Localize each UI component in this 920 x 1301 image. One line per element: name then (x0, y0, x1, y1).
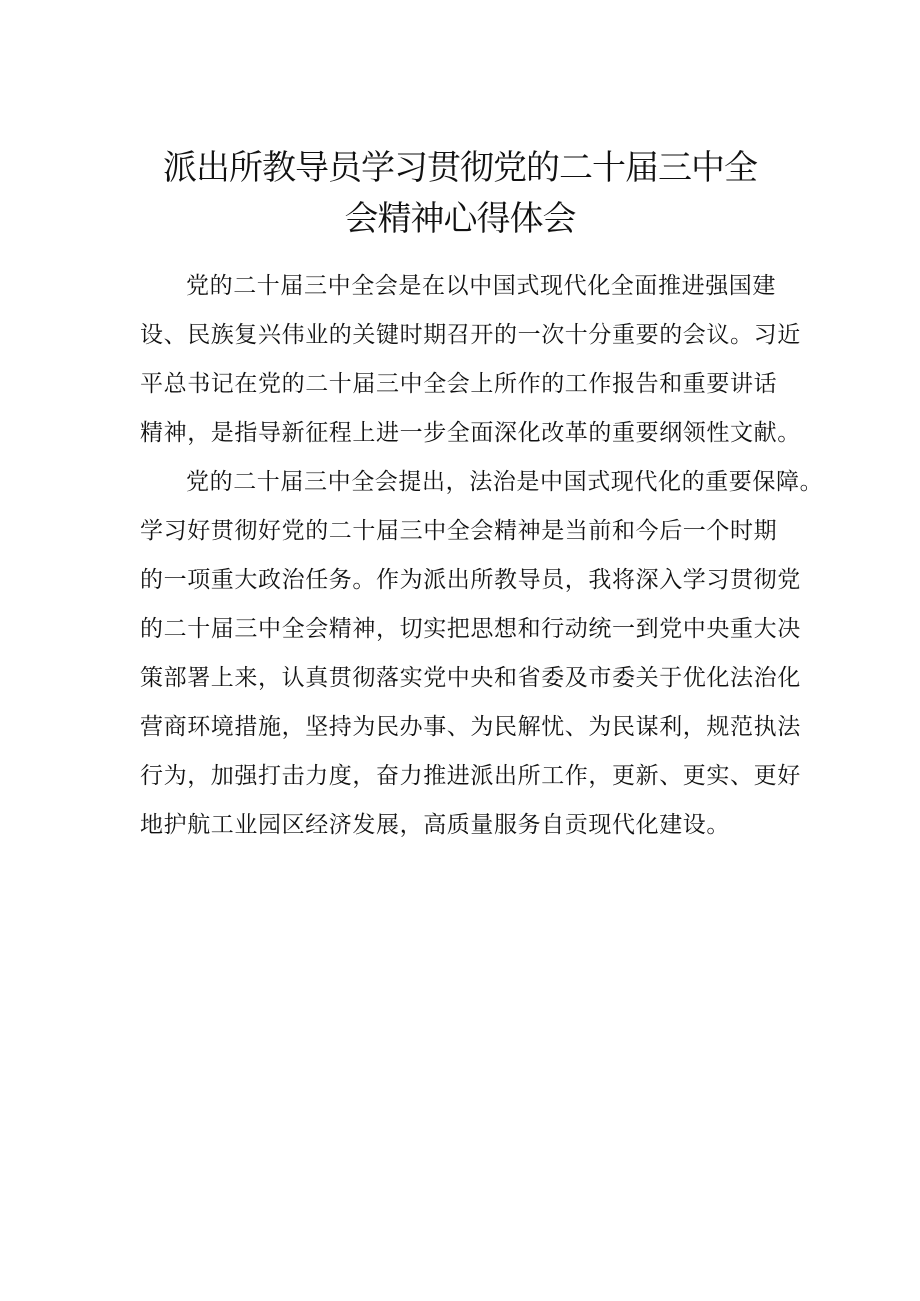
paragraph-2-line-6: 营商环境措施，坚持为民办事、为民解忧、为民谋利，规范执法 (140, 714, 801, 740)
paragraph-1-line-3: 平总书记在党的二十届三中全会上所作的工作报告和重要讲话 (140, 371, 778, 397)
paragraph-2-line-3: 的一项重大政治任务。作为派出所教导员，我将深入学习贯彻党 (140, 567, 801, 593)
document-title-line-1: 派出所教导员学习贯彻党的二十届三中全 (163, 148, 757, 188)
paragraph-2-line-5: 策部署上来，认真贯彻落实党中央和省委及市委关于优化法治化 (140, 665, 801, 691)
paragraph-2-line-1: 党的二十届三中全会提出，法治是中国式现代化的重要保障。 (186, 469, 824, 495)
paragraph-1-line-4: 精神，是指导新征程上进一步全面深化改革的重要纲领性文献。 (140, 420, 801, 446)
paragraph-1-line-2: 设、民族复兴伟业的关键时期召开的一次十分重要的会议。习近 (140, 322, 801, 348)
paragraph-2-line-2: 学习好贯彻好党的二十届三中全会精神是当前和今后一个时期 (140, 518, 778, 544)
paragraph-1-line-1: 党的二十届三中全会是在以中国式现代化全面推进强国建 (186, 273, 776, 299)
paragraph-2-line-7: 行为，加强打击力度，奋力推进派出所工作，更新、更实、更好 (140, 763, 801, 789)
paragraph-2-line-8: 地护航工业园区经济发展，高质量服务自贡现代化建设。 (140, 812, 730, 838)
document-title-line-2: 会精神心得体会 (344, 199, 576, 239)
paragraph-2-line-4: 的二十届三中全会精神，切实把思想和行动统一到党中央重大决 (140, 616, 801, 642)
